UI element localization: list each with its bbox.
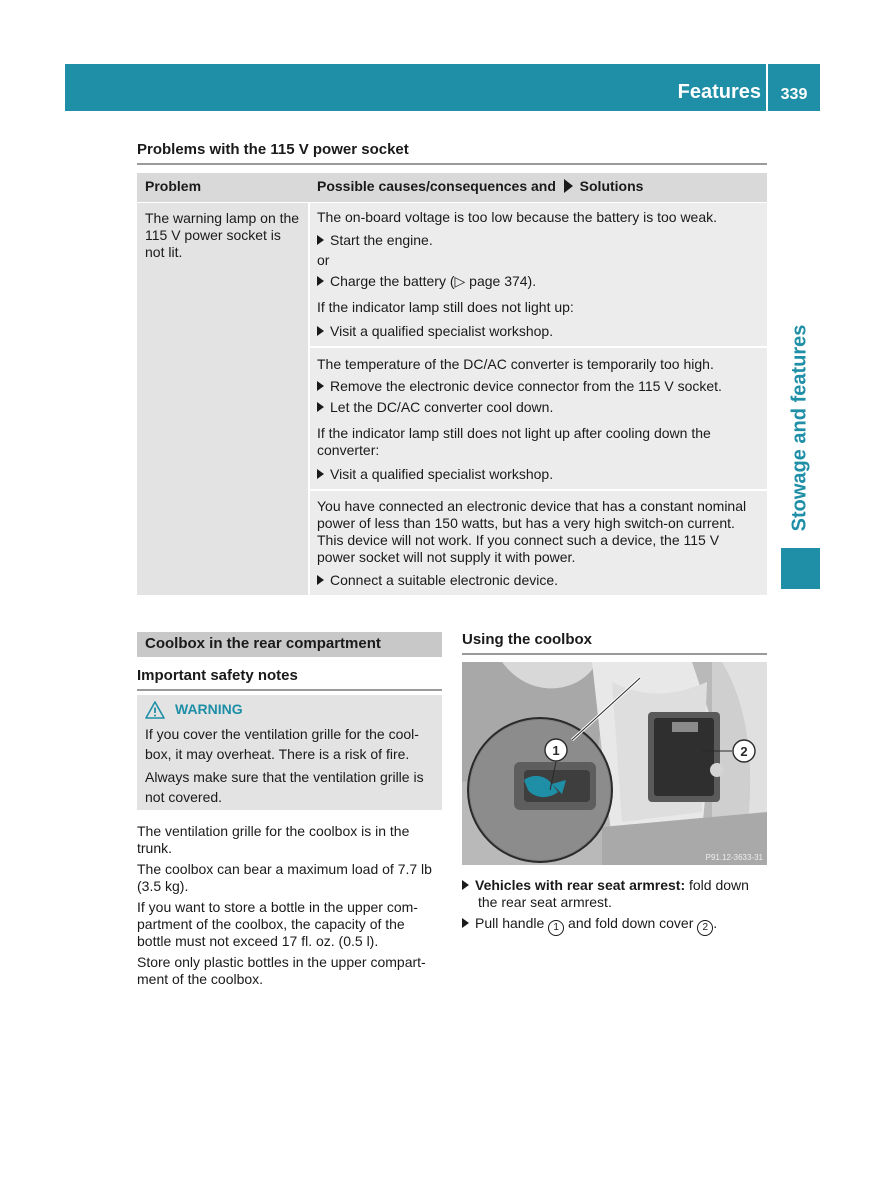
note-2-line-1: If the indicator lamp still does not light up after cooling down the — [317, 425, 711, 441]
col-solutions-label: Solutions — [579, 178, 644, 194]
step1-bold: Vehicles with rear seat armrest: — [475, 877, 686, 893]
step-2-2 — [317, 399, 553, 416]
step-text: Visit a qualified specialist workshop. — [330, 323, 554, 339]
col-problem-header: Problem — [145, 178, 202, 194]
step-arrow-icon — [317, 381, 324, 391]
warning-line-2: box, it may overheat. There is a risk of fire. — [145, 746, 410, 762]
step-text: Start the engine. — [330, 232, 433, 248]
step-arrow-icon — [317, 276, 324, 286]
step-2-3 — [317, 466, 553, 483]
using-title: Using the coolbox — [462, 631, 593, 648]
callout-2-label: 2 — [740, 744, 748, 759]
problem-line-2: 115 V power socket is — [145, 227, 281, 243]
step-text: Visit a qualified specialist workshop. — [330, 466, 554, 482]
step-2-1 — [317, 378, 722, 395]
problem-line-3: not lit. — [145, 244, 183, 260]
warning-line-3: Always make sure that the ventilation grille is — [145, 769, 424, 785]
side-tab-marker — [781, 548, 820, 589]
step-arrow-icon — [317, 235, 324, 245]
para3-line-3: bottle must not exceed 17 fl. oz. (0.5 l). — [137, 933, 379, 949]
para2-line-2: (3.5 kg). — [137, 878, 189, 894]
using-rule — [462, 653, 767, 655]
step2-text-a: Pull handle — [475, 915, 549, 931]
step-1-2 — [317, 273, 536, 290]
problem-cell — [137, 203, 308, 595]
callout-1-ref: 1 — [548, 920, 564, 936]
cause-3-line-1: You have connected an electronic device that has a constant nominal — [317, 498, 747, 514]
step-arrow-icon — [317, 575, 324, 585]
para3-line-1: If you want to store a bottle in the upper com- — [137, 899, 418, 915]
page-number: 339 — [780, 86, 808, 103]
step-3-1 — [317, 572, 558, 589]
step-arrow-icon — [462, 880, 469, 890]
para4-line-1: Store only plastic bottles in the upper compart- — [137, 954, 426, 970]
para4-line-2: ment of the coolbox. — [137, 971, 264, 987]
cause-2: The temperature of the DC/AC converter is temporarily too high. — [317, 356, 714, 372]
step1-rest: fold down — [685, 877, 749, 893]
warning-line-4: not covered. — [145, 789, 223, 805]
step-1-3 — [317, 323, 553, 340]
col-causes-header — [317, 178, 643, 194]
using-step-2 — [462, 915, 717, 936]
cause-3-line-2: power of less than 150 watts, but has a very high switch-on current. — [317, 515, 735, 531]
cause-3-line-3: This device will not work. If you connect such a device, the 115 V — [317, 532, 720, 548]
step-arrow-icon — [317, 402, 324, 412]
col-causes-label: Possible causes/consequences and — [317, 178, 556, 194]
callout-1-label: 1 — [552, 743, 560, 758]
section-title: Features — [677, 81, 761, 103]
step-arrow-icon — [317, 469, 324, 479]
step-text: Charge the battery (▷ page 374). — [330, 273, 537, 289]
callout-2-ref: 2 — [697, 920, 713, 936]
step-arrow-icon — [317, 326, 324, 336]
step2-text-c: . — [713, 915, 718, 931]
arrow-right-icon — [564, 179, 573, 193]
note-1: If the indicator lamp still does not light up: — [317, 299, 574, 315]
para1-line-2: trunk. — [137, 840, 173, 856]
side-tab-label: Stowage and features — [788, 324, 811, 532]
warning-label: WARNING — [175, 701, 243, 717]
step-1-1 — [317, 232, 433, 249]
step-text: Connect a suitable electronic device. — [330, 572, 559, 588]
or-label: or — [317, 252, 330, 268]
coolbox-heading: Coolbox in the rear compartment — [145, 635, 381, 652]
problem-line-1: The warning lamp on the — [145, 210, 300, 226]
using-step-1-line-2: the rear seat armrest. — [478, 894, 612, 910]
coolbox-illustration — [462, 662, 767, 865]
image-code: P91.12-3633-31 — [705, 853, 763, 862]
warning-line-1: If you cover the ventilation grille for the cool- — [145, 726, 419, 742]
coolbox-photo — [462, 662, 767, 865]
cause-1: The on-board voltage is too low because the battery is too weak. — [317, 209, 718, 225]
step2-text-b: and fold down cover — [564, 915, 698, 931]
step-text: Let the DC/AC converter cool down. — [330, 399, 554, 415]
para3-line-2: partment of the coolbox, the capacity of the — [137, 916, 405, 932]
para1-line-1: The ventilation grille for the coolbox is in the — [137, 823, 410, 839]
problems-rule — [137, 163, 767, 165]
using-step-1 — [462, 877, 749, 894]
safety-title: Important safety notes — [137, 667, 298, 684]
step-text: Remove the electronic device connector from the 115 V socket. — [330, 378, 722, 394]
step-arrow-icon — [462, 918, 469, 928]
cause-3-line-4: power socket will not supply it with power. — [317, 549, 576, 565]
note-2-line-2: converter: — [317, 442, 380, 458]
problems-title: Problems with the 115 V power socket — [137, 141, 409, 158]
para2-line-1: The coolbox can bear a maximum load of 7.7 lb — [137, 861, 432, 877]
warning-triangle-icon — [145, 701, 165, 719]
safety-rule — [137, 689, 442, 691]
